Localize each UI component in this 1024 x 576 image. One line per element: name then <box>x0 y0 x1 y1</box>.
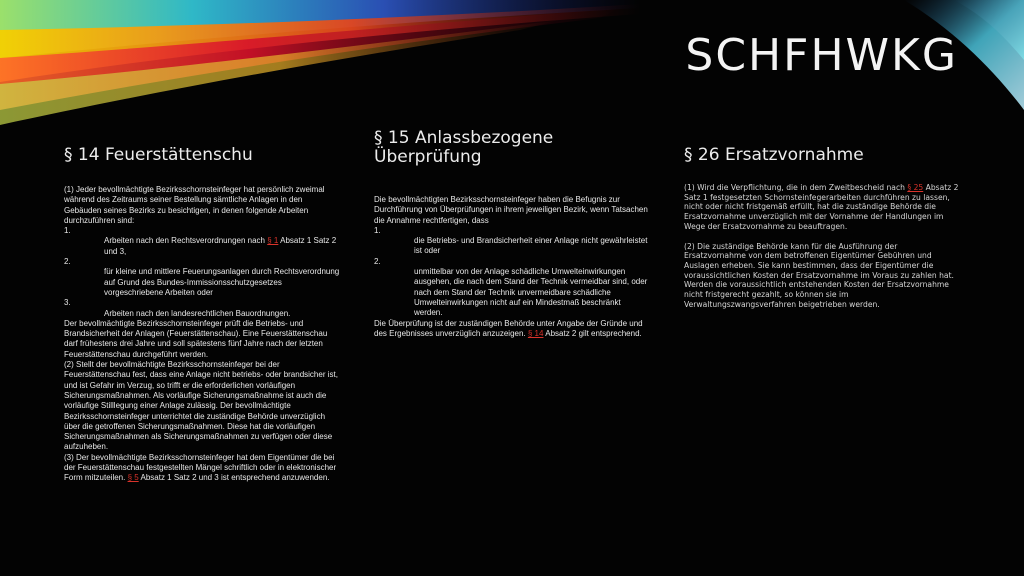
paragraph: Die bevollmächtigten Bezirksschornsteinfeger haben die Befugnis zur Durchführung von Überprüfungen in ihrem jeweiligen Bezirk, wenn Tatsachen die Annahme rechtfertigen, dass <box>374 195 648 225</box>
text: Die Überprüfung ist der zuständigen Behörde unter Angabe der Gründe und des Ergebnisses unverzüglich anzuzeigen. <box>374 318 643 338</box>
section-body <box>64 185 340 484</box>
text: Absatz 1 Satz 2 und 3 ist entsprechend anzuwenden. <box>138 473 330 483</box>
text: Absatz 2 gilt entsprechend. <box>543 328 642 338</box>
list-item: unmittelbar von der Anlage schädliche Umwelteinwirkungen ausgehen, die nach dem Stand der Technik vermeidbar sind, oder nach dem Stand der Technik unvermeidbare schädliche Umwelteinwirkungen nicht auf ein Mindestmaß beschränkt werden. <box>414 267 648 318</box>
section-paragraph-26 <box>684 146 960 309</box>
list-item: Arbeiten nach den landesrechtlichen Bauordnungen. <box>104 308 291 318</box>
law-link[interactable]: § 1 <box>267 236 279 246</box>
section-paragraph-15 <box>374 129 650 339</box>
paragraph: (2) Die zuständige Behörde kann für die Ausführung der Ersatzvornahme von dem betroffenen Eigentümer Gebühren und Auslagen erheben. Sie kann bestimmen, dass der Eigentümer die voraussichtlichen Kosten der Ersatzvornahme im Voraus zu zahlen hat. Werden die voraussichtlich entstehenden Kosten der Ersatzvornahme nicht fristgerecht gezahlt, so können sie im Verwaltungszwangsverfahren beigetrieben werden. <box>684 241 954 309</box>
list-number: 1. <box>64 226 71 236</box>
list-item: die Betriebs- und Brandsicherheit einer Anlage nicht gewährleistet ist oder <box>414 236 648 256</box>
list-item <box>64 236 340 257</box>
text: (3) Der bevollmächtigte Bezirksschornsteinfeger hat dem Eigentümer die bei der Feuerstättenschau festgestellten Mängel schriftlich oder in elektronischer Form mitzuteilen. <box>64 452 337 483</box>
law-link[interactable]: § 5 <box>127 473 139 483</box>
paragraph <box>64 453 340 484</box>
paragraph: (2) Stellt der bevollmächtigte Bezirksschornsteinfeger bei der Feuerstättenschau fest, dass eine Anlage nicht betriebs- oder brandsicher ist, und ist Gefahr im Verzug, so trifft er die erforderlichen vorläufigen Sicherungsmaßnahmen. Als vorläufige Sicherungsmaßnahme ist auch die vorläufige Stilllegung einer Anlage zulässig. Der bevollmächtigte Bezirksschornsteinfeger unterrichtet die zuständige Behörde unverzüglich über die getroffenen Sicherungsmaßnahmen. Diese hat die vorläufigen Sicherungsmaßnahmen als Sicherungsmaßnahmen zu verfügen oder diese aufzuheben. <box>64 360 338 452</box>
decorative-swoosh-top-left <box>0 0 640 125</box>
section-heading: § 15 Anlassbezogene Überprüfung <box>374 128 554 167</box>
list-number: 2. <box>374 256 381 266</box>
section-paragraph-14 <box>64 146 340 484</box>
law-link[interactable]: § 14 <box>527 328 544 338</box>
list-number: 1. <box>374 225 381 235</box>
law-link[interactable]: § 25 <box>907 183 924 192</box>
paragraph <box>684 183 960 232</box>
text: (1) Wird die Verpflichtung, die in dem Zweitbescheid nach <box>684 183 908 192</box>
paragraph: (1) Jeder bevollmächtigte Bezirksschornsteinfeger hat persönlich zweimal während des Zeitraums seiner Bestellung sämtliche Anlagen in den Gebäuden seines Bezirks zu besichtigen, in denen folgende Arbeiten durchzuführen sind: <box>64 185 325 225</box>
section-body <box>684 183 960 309</box>
list-number: 2. <box>64 257 71 267</box>
section-heading: § 26 Ersatzvornahme <box>684 145 864 165</box>
section-heading: § 14 Feuerstättenschu <box>64 145 253 165</box>
slide-title: SCHFHWKG <box>685 30 958 81</box>
text: Absatz 2 Satz 1 festgesetzten Schornsteinfegerarbeiten durchführen zu lassen, nicht oder nicht fristgemäß erfüllt, hat die zuständige Behörde die Ersatzvornahme unverzüglich mit der Vornahme der Handlungen im Wege der Ersatzvornahme zu beauftragen. <box>684 183 959 231</box>
list-item: für kleine und mittlere Feuerungsanlagen durch Rechtsverordnung auf Grund des Bundes-Immissionsschutzgesetzes vorgeschriebene Arbeiten oder <box>104 267 340 297</box>
paragraph <box>374 319 650 340</box>
text: Arbeiten nach den Rechtsverordnungen nach <box>104 236 268 246</box>
paragraph: Der bevollmächtigte Bezirksschornsteinfeger prüft die Betriebs- und Brandsicherheit der Anlagen (Feuerstättenschau). Eine Feuerstättenschau darf frühestens drei Jahre und soll spätestens fünf Jahre nach der letzten Feuerstättenschau durchgeführt werden. <box>64 318 328 359</box>
text: Absatz 1 Satz 2 und 3, <box>104 236 337 256</box>
list-number: 3. <box>64 298 71 308</box>
section-body <box>374 195 650 339</box>
